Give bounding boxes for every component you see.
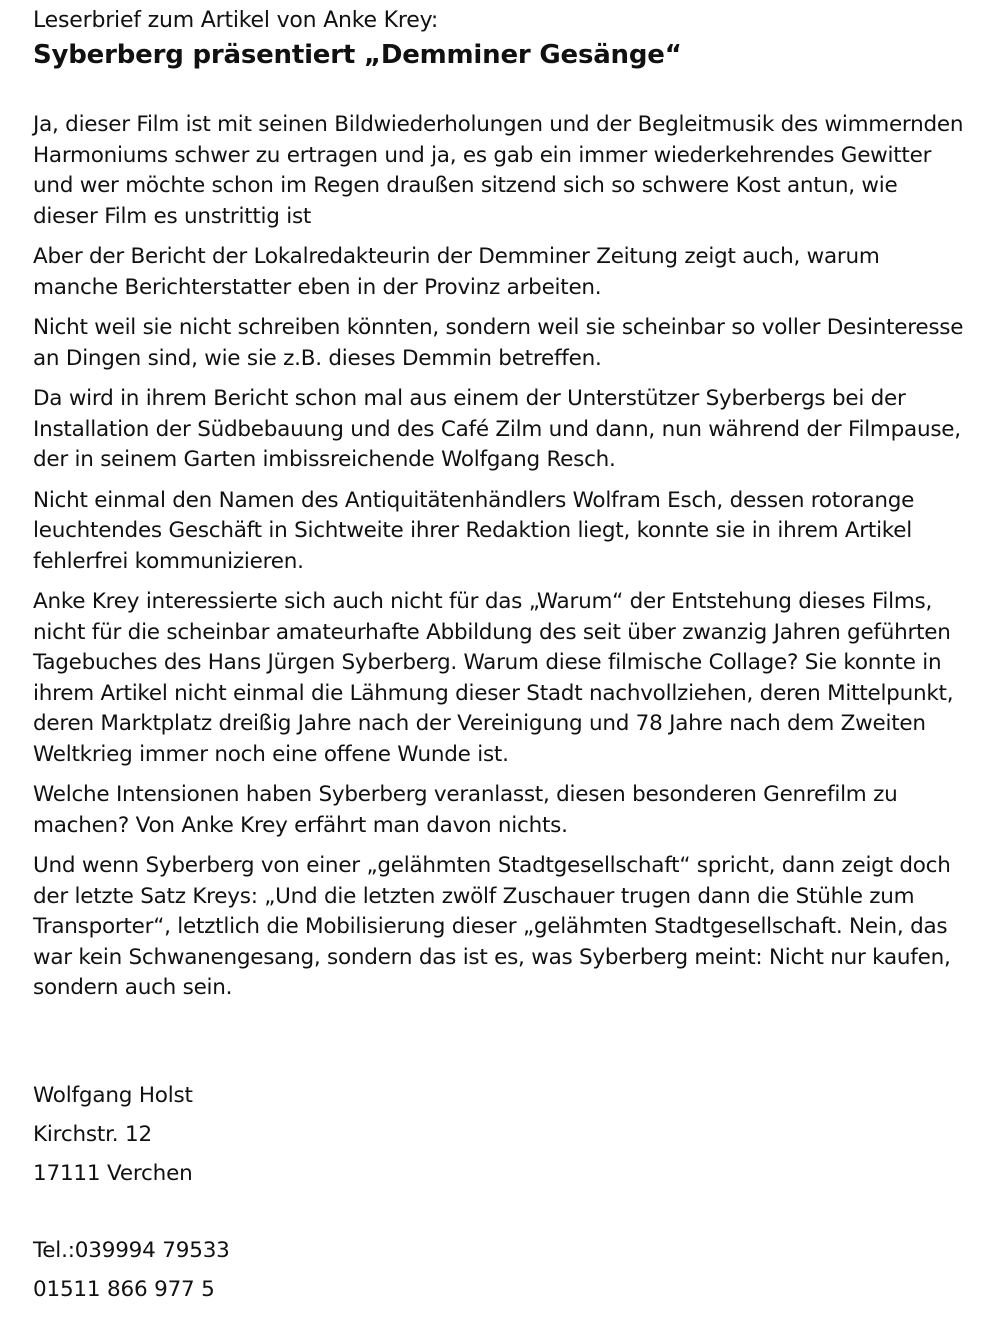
paragraph-2: Aber der Bericht der Lokalredakteurin der Demminer Zeitung zeigt auch, warum manche Berichterstatter eben in der Provinz arbeiten. xyxy=(33,244,880,300)
signature-spacer xyxy=(33,1193,230,1231)
letter-headline: Syberberg präsentiert „Demminer Gesänge“ xyxy=(33,40,682,70)
paragraph-1: Ja, dieser Film ist mit seinen Bildwiederholungen und der Begleitmusik des wimmernden Harmoniums schwer zu ertragen und ja, es gab ein immer wiederkehrendes Gewitter und wer möchte schon im Regen draußen sitzend sich so schwere Kost antun, wie dieser Film es unstrittig ist xyxy=(33,112,964,229)
letter-kicker: Leserbrief zum Artikel von Anke Krey: xyxy=(33,8,439,33)
signature-block xyxy=(33,1076,230,1309)
author-name: Wolfgang Holst xyxy=(33,1083,193,1108)
author-mobile: 01511 866 977 5 xyxy=(33,1277,215,1302)
paragraph-4: Da wird in ihrem Bericht schon mal aus einem der Unterstützer Syberbergs bei der Installation der Südbebauung und des Café Zilm und dann, nun während der Filmpause, der in seinem Garten imbissreichende Wolfgang Resch. xyxy=(33,386,961,472)
letter-body xyxy=(33,110,968,1004)
paragraph-3: Nicht weil sie nicht schreiben könnten, sondern weil sie scheinbar so voller Desinteresse an Dingen sind, wie sie z.B. dieses Demmin betreffen. xyxy=(33,315,964,371)
paragraph-8: Und wenn Syberberg von einer „gelähmten Stadtgesellschaft“ spricht, dann zeigt doch der letzte Satz Kreys: „Und die letzten zwölf Zuschauer trugen dann die Stühle zum Transporter“, letztlich die Mobilisierung dieser „gelähmten Stadtgesellschaft. Nein, das war kein Schwanengesang, sondern das ist es, was Syberberg meint: Nicht nur kaufen, sondern auch sein. xyxy=(33,853,951,1000)
paragraph-5: Nicht einmal den Namen des Antiquitätenhändlers Wolfram Esch, dessen rotorange leuchtendes Geschäft in Sichtweite ihrer Redaktion liegt, konnte sie in ihrem Artikel fehlerfrei kommunizieren. xyxy=(33,487,915,574)
paragraph-6: Anke Krey interessierte sich auch nicht für das „Warum“ der Entstehung dieses Films, nicht für die scheinbar amateurhafte Abbildung des seit über zwanzig Jahren geführten Tagebuches des Hans Jürgen Syberberg. Warum diese filmische Collage? Sie konnte in ihrem Artikel nicht einmal die Lähmung dieser Stadt nachvollziehen, deren Mittelpunkt, deren Marktplatz dreißig Jahre nach der Vereinigung und 78 Jahre nach dem Zweiten Weltkrieg immer noch eine offene Wunde ist. xyxy=(33,589,954,767)
author-phone: Tel.:039994 79533 xyxy=(33,1238,230,1263)
paragraph-7: Welche Intensionen haben Syberberg veranlasst, diesen besonderen Genrefilm zu machen? Von Anke Krey erfährt man davon nichts. xyxy=(33,782,898,838)
letter-page xyxy=(33,6,968,1014)
author-street: Kirchstr. 12 xyxy=(33,1122,153,1147)
author-city: 17111 Verchen xyxy=(33,1161,193,1186)
